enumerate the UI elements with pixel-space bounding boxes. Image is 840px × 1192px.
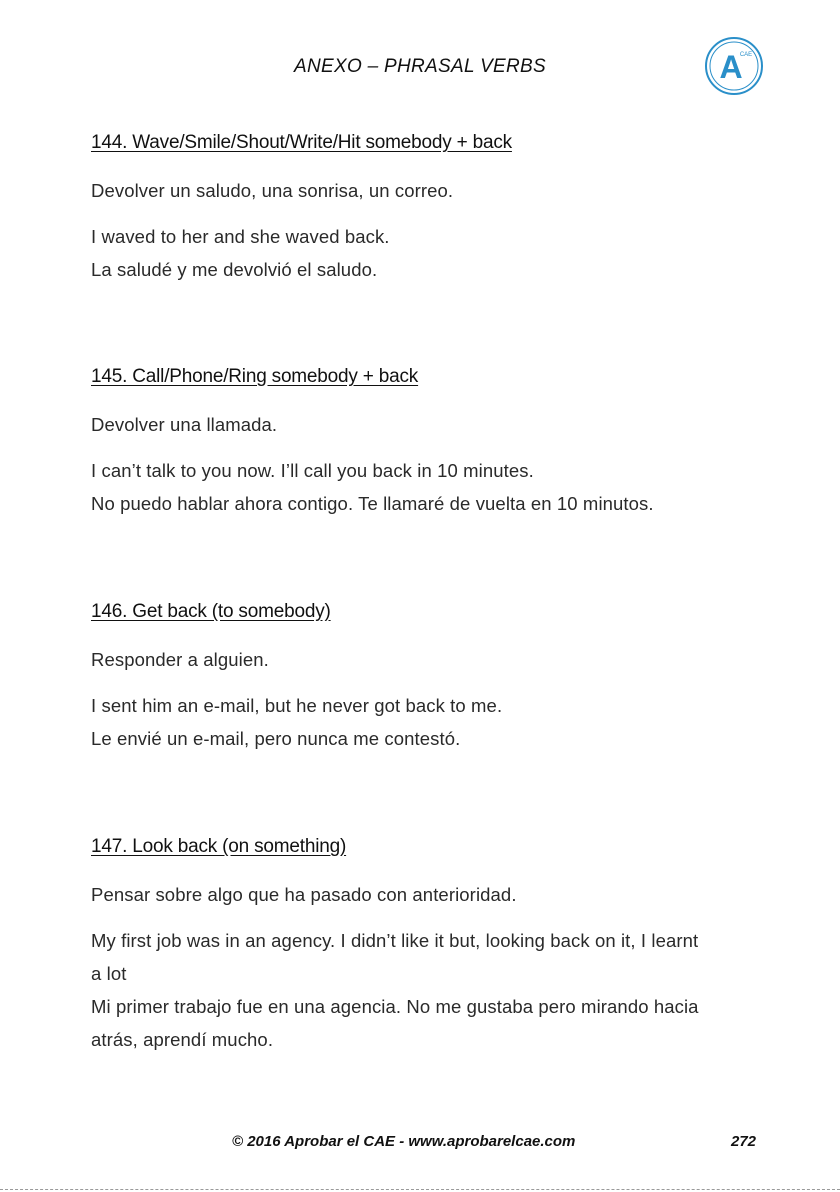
entry-example bbox=[91, 689, 751, 755]
phrasal-verb-entry bbox=[91, 132, 751, 286]
phrasal-verb-entry bbox=[91, 836, 751, 1056]
entry-title: 147. Look back (on something) bbox=[91, 836, 347, 857]
example-line: I sent him an e-mail, but he never got back to me. bbox=[91, 695, 503, 716]
page-header-title: ANEXO – PHRASAL VERBS bbox=[294, 56, 546, 77]
example-line: La saludé y me devolvió el saludo. bbox=[91, 259, 378, 280]
logo-sub: CAE bbox=[739, 52, 753, 58]
entry-definition: Responder a alguien. bbox=[91, 649, 269, 670]
entry-title: 145. Call/Phone/Ring somebody + back bbox=[91, 366, 419, 387]
phrasal-verb-entry bbox=[91, 366, 751, 520]
phrasal-verb-entry bbox=[91, 601, 751, 755]
aprobar-el-cae-logo bbox=[704, 36, 764, 96]
example-line: No puedo hablar ahora contigo. Te llamaré de vuelta en 10 minutos. bbox=[91, 493, 654, 514]
entry-title: 146. Get back (to somebody) bbox=[91, 601, 331, 622]
footer-copyright: © 2016 Aprobar el CAE - www.aprobarelcae.com bbox=[232, 1133, 576, 1150]
entry-title: 144. Wave/Smile/Shout/Write/Hit somebody + back bbox=[91, 132, 512, 153]
example-line: I waved to her and she waved back. bbox=[91, 226, 390, 247]
bottom-divider bbox=[0, 1189, 840, 1190]
logo-letter: A bbox=[719, 49, 743, 85]
entry-example bbox=[91, 220, 751, 286]
entry-definition: Pensar sobre algo que ha pasado con anterioridad. bbox=[91, 884, 517, 905]
entry-definition: Devolver una llamada. bbox=[91, 414, 278, 435]
example-line: Mi primer trabajo fue en una agencia. No me gustaba pero mirando hacia bbox=[91, 996, 699, 1017]
page-number: 272 bbox=[731, 1133, 757, 1150]
example-line: atrás, aprendí mucho. bbox=[91, 1029, 274, 1050]
example-line: My first job was in an agency. I didn’t like it but, looking back on it, I learnt bbox=[91, 930, 699, 951]
entry-example bbox=[91, 924, 751, 1056]
example-line: Le envié un e-mail, pero nunca me contestó. bbox=[91, 728, 461, 749]
example-line: a lot bbox=[91, 963, 127, 984]
entry-example bbox=[91, 454, 751, 520]
entry-definition: Devolver un saludo, una sonrisa, un correo. bbox=[91, 180, 454, 201]
example-line: I can’t talk to you now. I’ll call you back in 10 minutes. bbox=[91, 460, 534, 481]
